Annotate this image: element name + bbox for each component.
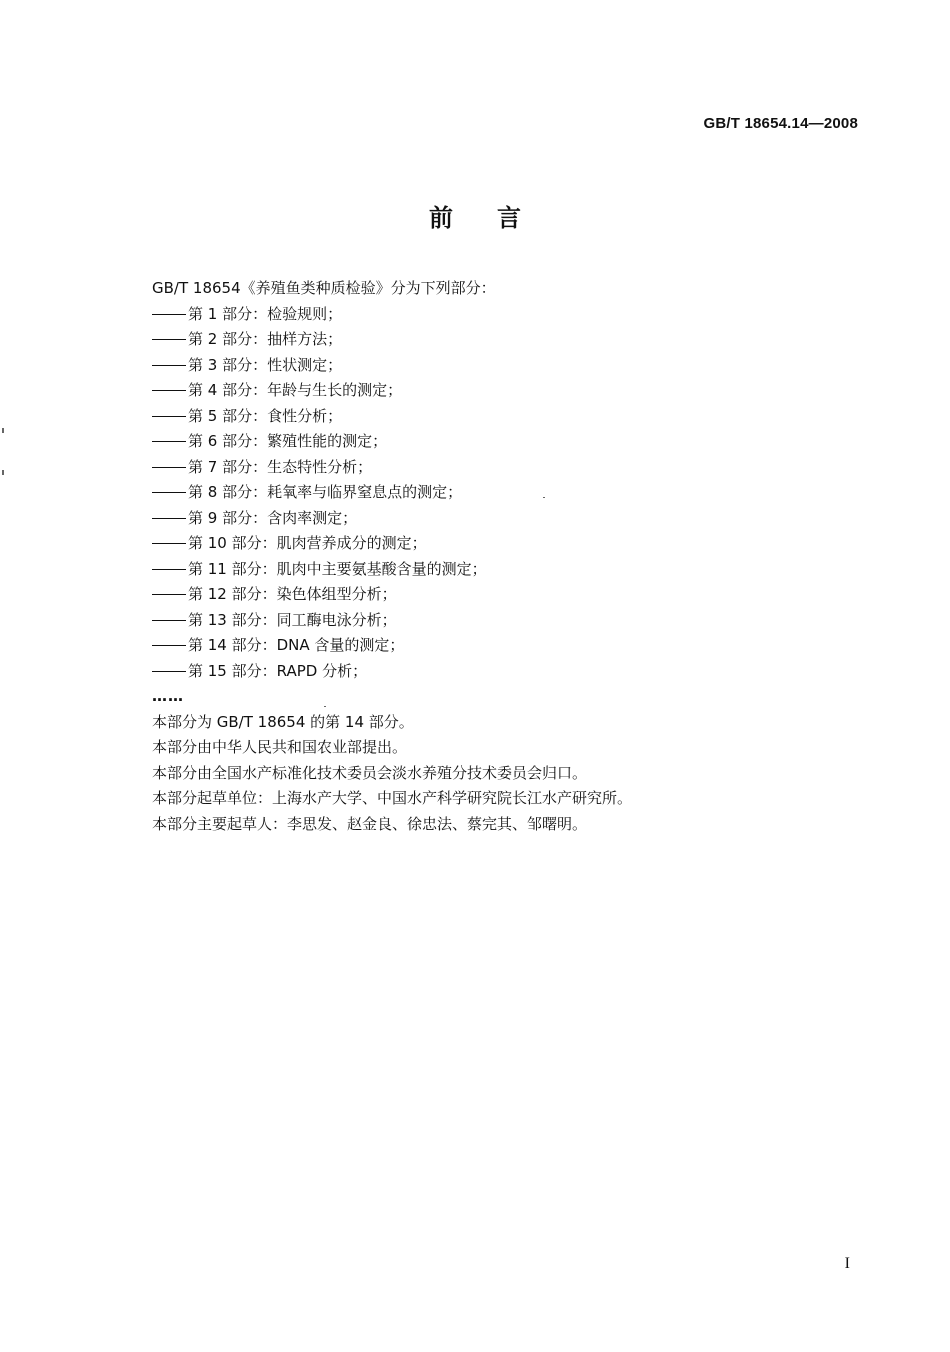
part-label: 第 1 部分：检验规则； bbox=[188, 304, 343, 323]
em-dash bbox=[152, 543, 186, 544]
part-label: 第 10 部分：肌肉营养成分的测定； bbox=[188, 534, 427, 552]
part-list-item bbox=[152, 404, 852, 430]
part-list-item bbox=[152, 302, 852, 328]
page-title: 前言 bbox=[429, 204, 565, 232]
statement-centralized-by: 本部分由全国水产标准化技术委员会淡水养殖分技术委员会归口。 bbox=[152, 763, 588, 782]
scan-speck bbox=[324, 706, 326, 707]
part-list-item bbox=[152, 506, 852, 532]
part-label: 第 9 部分：含肉率测定； bbox=[188, 508, 358, 527]
document-body bbox=[152, 276, 852, 837]
statement-proposer: 本部分由中华人民共和国农业部提出。 bbox=[152, 738, 408, 756]
part-list-item bbox=[152, 557, 852, 583]
part-label: 第 11 部分：肌肉中主要氨基酸含量的测定； bbox=[188, 559, 487, 578]
part-label: 第 13 部分：同工酶电泳分析； bbox=[188, 610, 397, 629]
part-list-item bbox=[152, 480, 852, 506]
scan-speck bbox=[2, 428, 4, 433]
part-list-item bbox=[152, 378, 852, 404]
ellipsis: …… bbox=[152, 687, 184, 705]
part-label: 第 8 部分：耗氧率与临界窒息点的测定； bbox=[188, 483, 463, 501]
em-dash bbox=[152, 416, 186, 417]
statement-part-number: 本部分为 GB/T 18654 的第 14 部分。 bbox=[152, 712, 414, 731]
statement-main-drafters: 本部分主要起草人：李思发、赵金良、徐忠法、蔡完其、邹曙明。 bbox=[152, 814, 588, 833]
statement-drafting-units: 本部分起草单位：上海水产大学、中国水产科学研究院长江水产研究所。 bbox=[152, 789, 633, 807]
part-label: 第 3 部分：性状测定； bbox=[188, 355, 343, 374]
part-list-item bbox=[152, 659, 852, 685]
em-dash bbox=[152, 645, 186, 646]
em-dash bbox=[152, 441, 186, 442]
part-label: 第 5 部分：食性分析； bbox=[188, 406, 343, 425]
part-label: 第 14 部分：DNA 含量的测定； bbox=[188, 636, 405, 654]
part-label: 第 6 部分：繁殖性能的测定； bbox=[188, 432, 388, 450]
part-list-item bbox=[152, 582, 852, 608]
standard-number: GB/T 18654.14—2008 bbox=[703, 115, 858, 132]
em-dash bbox=[152, 390, 186, 391]
part-list-item bbox=[152, 608, 852, 634]
part-label: 第 4 部分：年龄与生长的测定； bbox=[188, 381, 403, 399]
part-list-item bbox=[152, 531, 852, 557]
em-dash bbox=[152, 314, 186, 315]
part-label: 第 15 部分：RAPD 分析； bbox=[188, 661, 368, 680]
em-dash bbox=[152, 467, 186, 468]
part-list-item bbox=[152, 455, 852, 481]
part-list-item bbox=[152, 353, 852, 379]
em-dash bbox=[152, 620, 186, 621]
part-label: 第 7 部分：生态特性分析； bbox=[188, 457, 373, 476]
scan-speck bbox=[2, 470, 4, 475]
em-dash bbox=[152, 339, 186, 340]
em-dash bbox=[152, 569, 186, 570]
part-label: 第 2 部分：抽样方法； bbox=[188, 330, 343, 348]
part-list-item bbox=[152, 327, 852, 353]
scan-speck bbox=[543, 497, 545, 498]
intro-paragraph: GB/T 18654《养殖鱼类种质检验》分为下列部分： bbox=[152, 279, 496, 297]
part-list-item bbox=[152, 429, 852, 455]
em-dash bbox=[152, 365, 186, 366]
part-label: 第 12 部分：染色体组型分析； bbox=[188, 585, 397, 603]
em-dash bbox=[152, 518, 186, 519]
em-dash bbox=[152, 492, 186, 493]
em-dash bbox=[152, 671, 186, 672]
page-number: I bbox=[844, 1255, 850, 1272]
em-dash bbox=[152, 594, 186, 595]
part-list-item bbox=[152, 633, 852, 659]
